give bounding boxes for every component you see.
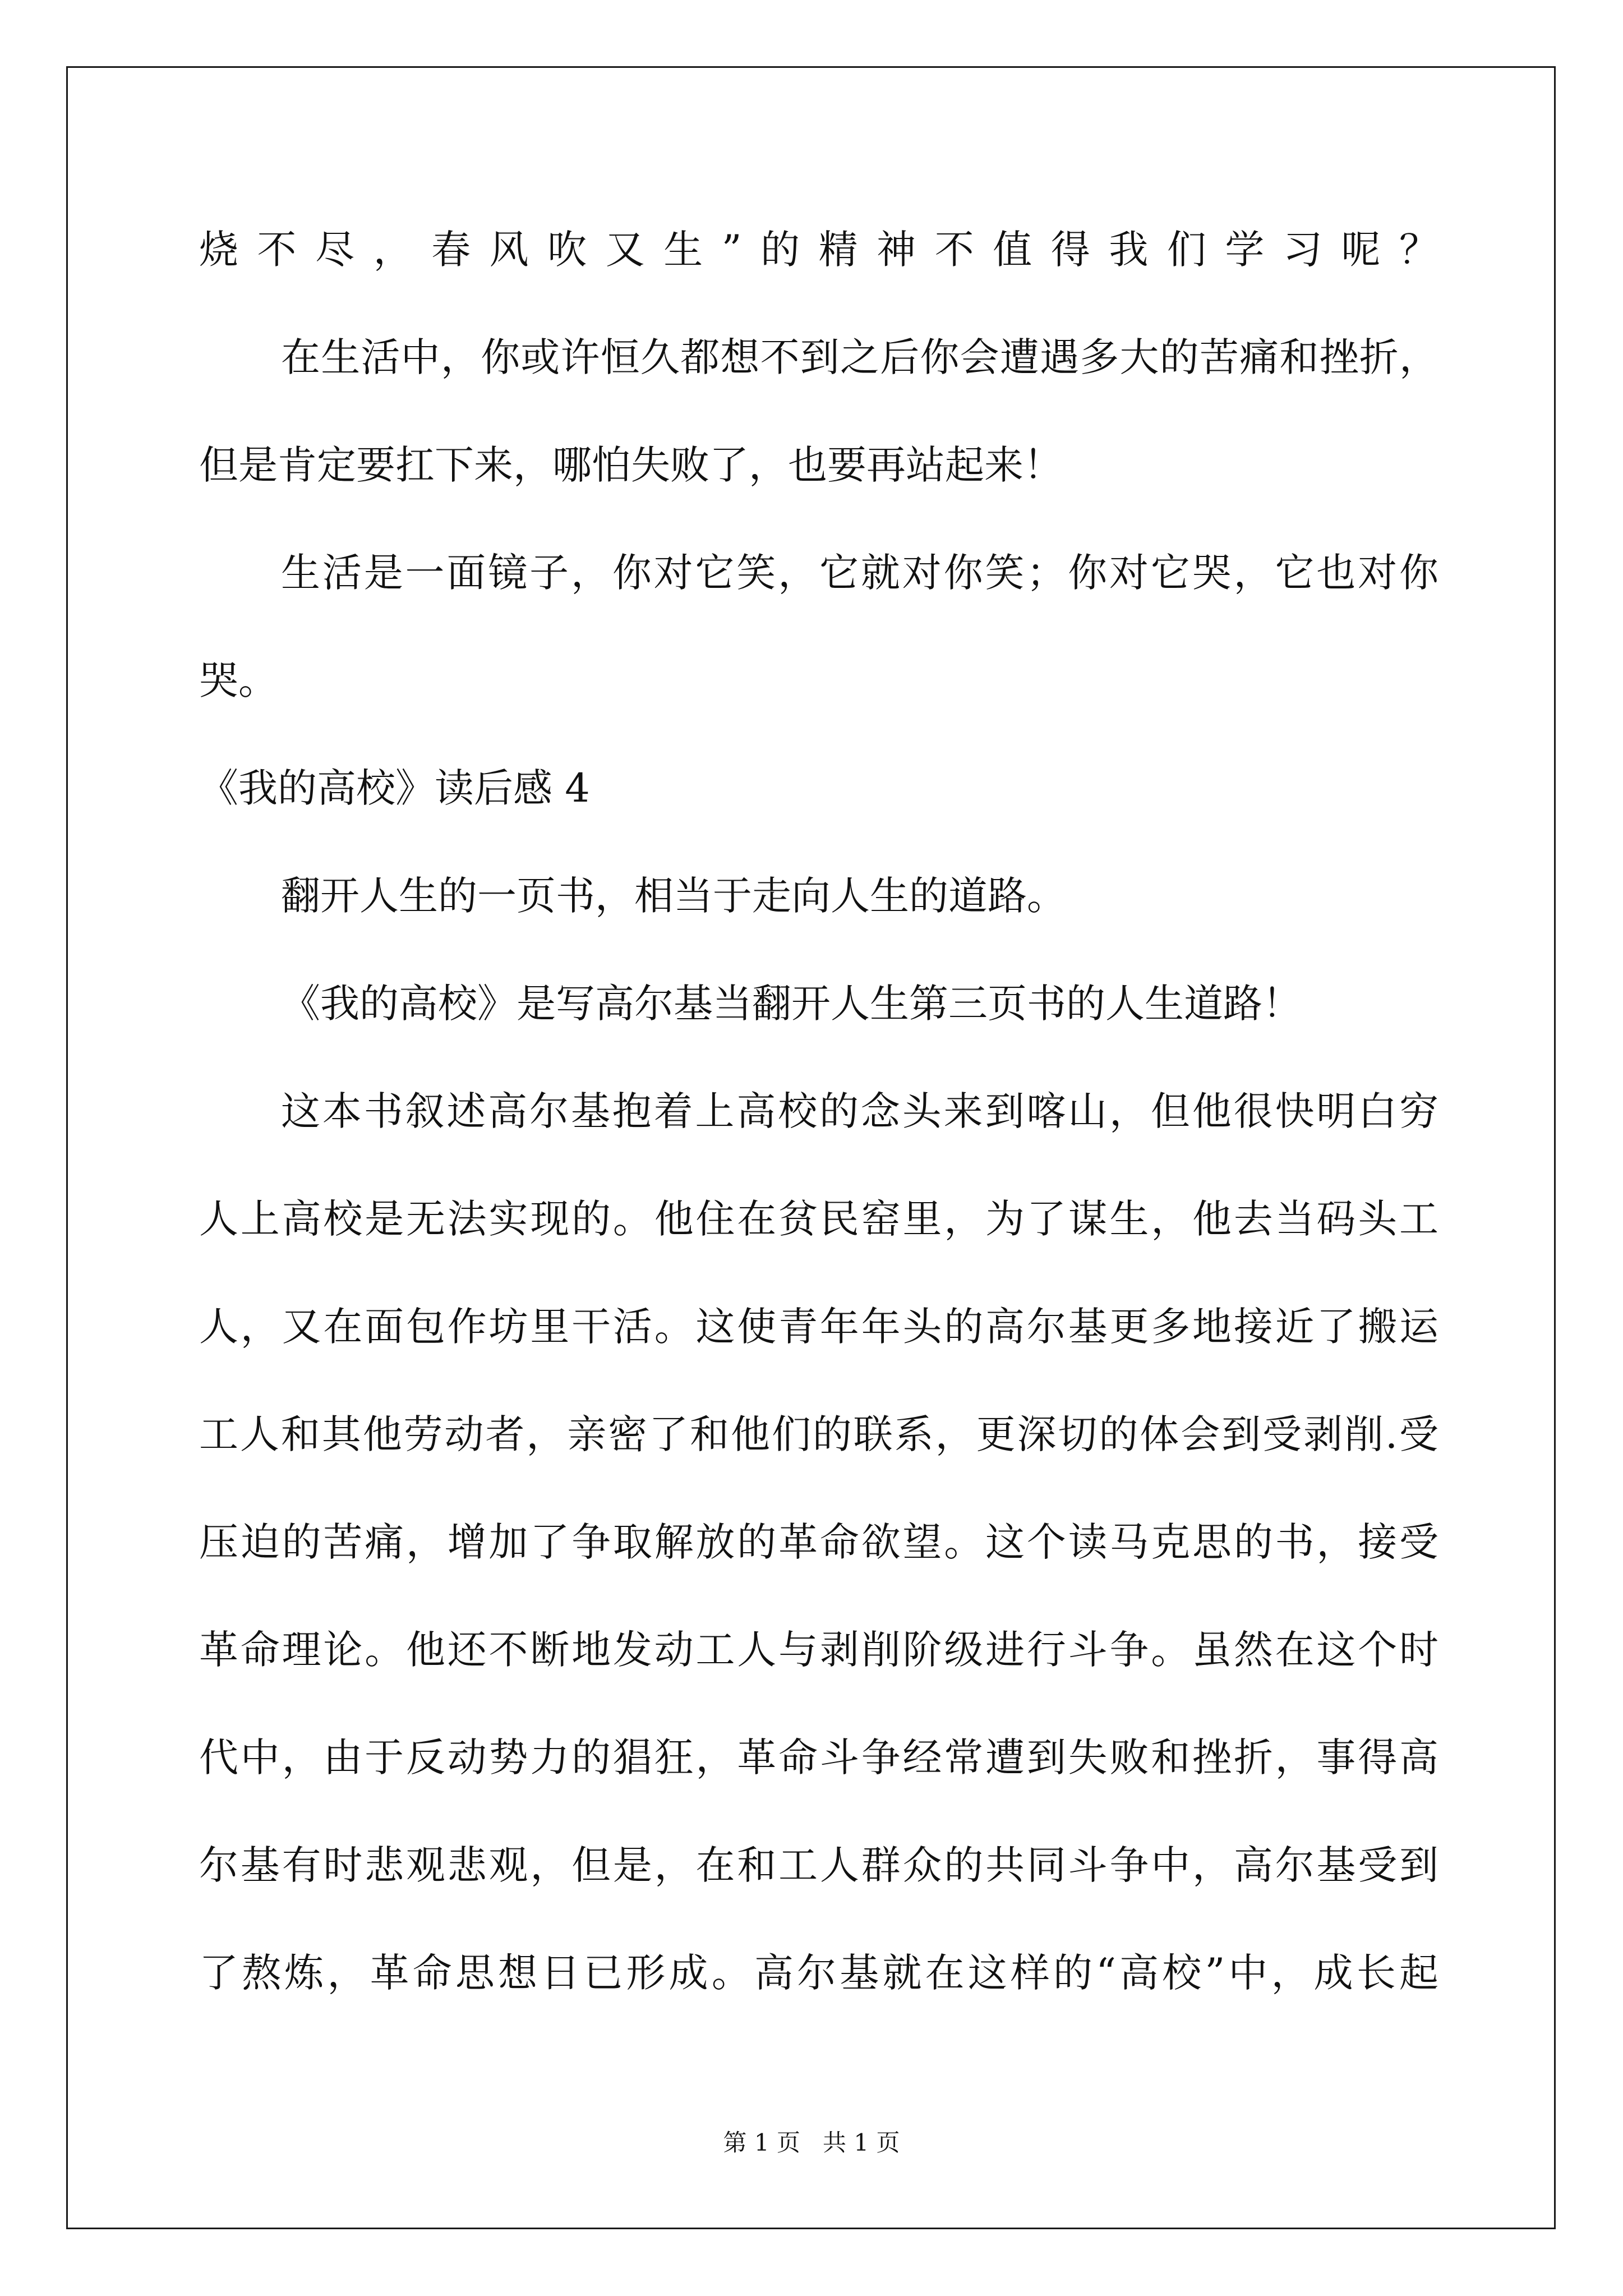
text-line: 烧不尽，春风吹又生”的精神不值得我们学习呢？: [199, 227, 1438, 273]
text-line: 《我的高校》是写高尔基当翻开人生第三页书的人生道路！: [281, 981, 1302, 1027]
text-line: 了熬炼，革命思想日已形成。高尔基就在这样的“高校”中，成长起: [199, 1950, 1438, 1996]
section-heading: 《我的高校》读后感 4: [199, 765, 590, 811]
text-line: 尔基有时悲观悲观，但是，在和工人群众的共同斗争中，高尔基受到: [199, 1842, 1438, 1888]
text-line: 工人和其他劳动者，亲密了和他们的联系，更深切的体会到受剥削.受: [199, 1411, 1438, 1457]
text-line: 生活是一面镜子，你对它笑，它就对你笑；你对它哭，它也对你: [281, 550, 1438, 596]
text-line: 人上高校是无法实现的。他住在贫民窑里，为了谋生，他去当码头工: [199, 1196, 1438, 1242]
text-line: 哭。: [199, 657, 278, 703]
text-line: 但是肯定要扛下来，哪怕失败了，也要再站起来！: [199, 442, 1063, 488]
page-footer: 第 1 页 共 1 页: [723, 2129, 900, 2156]
text-line: 这本书叙述高尔基抱着上高校的念头来到喀山，但他很快明白穷: [281, 1088, 1438, 1134]
document-body: [199, 0, 1438, 2296]
text-line: 革命理论。他还不断地发动工人与剥削阶级进行斗争。虽然在这个时: [199, 1627, 1438, 1673]
text-line: 人，又在面包作坊里干活。这使青年年头的高尔基更多地接近了搬运: [199, 1304, 1438, 1350]
text-line: 在生活中，你或许恒久都想不到之后你会遭遇多大的苦痛和挫折，: [281, 334, 1438, 380]
text-line: 翻开人生的一页书，相当于走向人生的道路。: [281, 873, 1066, 919]
text-line: 代中，由于反动势力的猖狂，革命斗争经常遭到失败和挫折，事得高: [199, 1734, 1438, 1780]
text-line: 压迫的苦痛，增加了争取解放的革命欲望。这个读马克思的书，接受: [199, 1519, 1438, 1565]
